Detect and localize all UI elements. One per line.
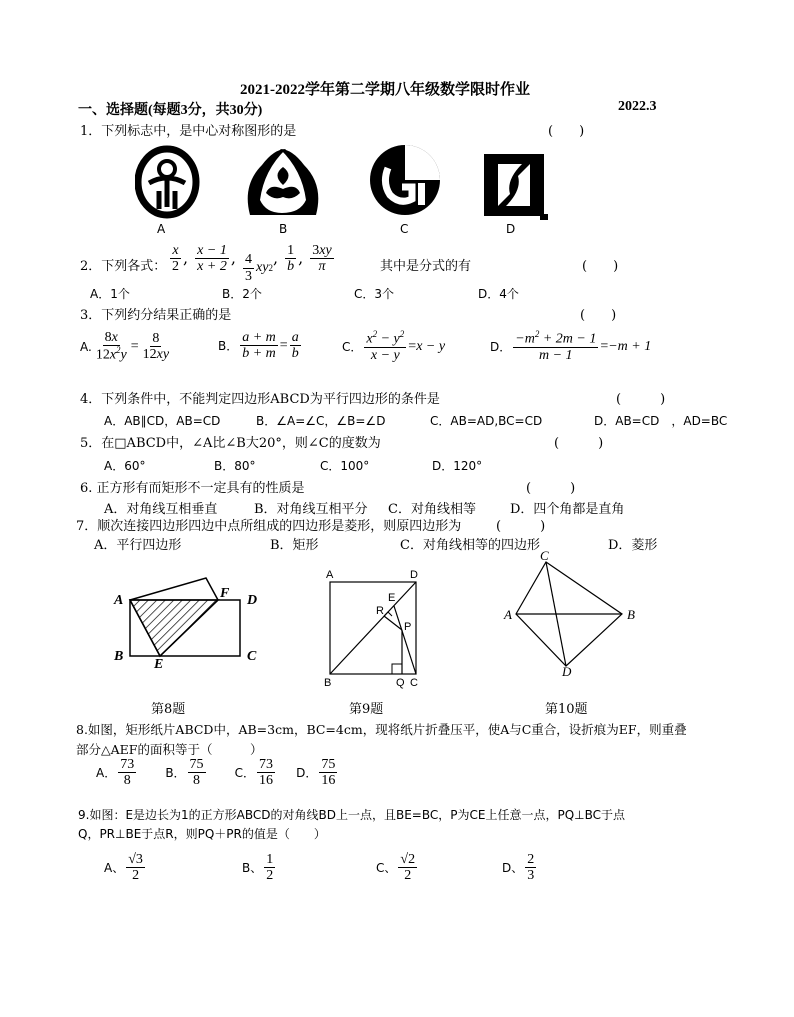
logo-b-label: B	[279, 222, 288, 236]
q8-line1: 8.如图，矩形纸片ABCD中，AB=3cm，BC=4cm，现将纸片折叠压平，使A与C重合，设折痕为EF，则重叠	[76, 722, 687, 737]
svg-text:A: A	[326, 569, 334, 581]
svg-text:E: E	[388, 592, 396, 604]
figure-9-diagram	[322, 568, 432, 690]
q4-paren: ( )	[616, 392, 666, 407]
q3-option-a: A. $\frac{8x}{12x^2y}$ = $\frac{8}{12xy}$	[80, 330, 170, 364]
q2-option-c: C．3个	[354, 287, 395, 301]
q9-option-b: B、 $\frac{1}{2}$	[242, 852, 274, 884]
q2-paren: ( )	[582, 259, 619, 274]
q8-line2: 部分△AEF的面积等于（ ）	[76, 742, 263, 757]
q7-option-b: B．矩形	[270, 538, 319, 553]
q9-line2: Q，PR⊥BE于点R，则PQ＋PR的值是（ ）	[78, 827, 326, 841]
q6-option-d: D．四个角都是直角	[510, 502, 625, 517]
q5-option-b: B．80°	[214, 459, 256, 473]
q9-option-c: C、 $\frac{√2}{2}$	[376, 852, 416, 884]
q1-text: 1．下列标志中，是中心对称图形的是	[80, 124, 297, 139]
q8-options: A． $\frac{73}{8}$ B． $\frac{75}{8}$ C． $\frac{73}{16}$ D． $\frac{75}{16}$	[96, 757, 336, 789]
svg-text:D: D	[562, 664, 572, 676]
q6-paren: ( )	[526, 481, 576, 496]
svg-text:C: C	[540, 548, 549, 563]
logo-a-icon	[135, 145, 200, 220]
q3-option-c: C． $\frac{x^2 - y^2}{x - y}$ = x − y	[342, 329, 446, 364]
q6-option-b: B．对角线互相平分	[254, 502, 368, 517]
logo-a-label: A	[157, 222, 166, 236]
q3-paren: ( )	[580, 308, 617, 323]
q9-option-a: A、 $\frac{√3}{2}$	[104, 852, 143, 884]
q6-text: 6. 正方形有而矩形不一定具有的性质是	[80, 481, 305, 496]
svg-text:F: F	[220, 586, 230, 601]
date-label: 2022.3	[618, 99, 657, 114]
logo-c-label: C	[400, 222, 409, 236]
q4-option-d: D．AB=CD ，AD=BC	[594, 414, 728, 428]
q7-option-d: D．菱形	[608, 538, 658, 553]
q2-prefix: 2．下列各式：	[80, 259, 167, 274]
q2-expressions: $\frac{x}{2}$ , $\frac{x - 1}{x + 2}$ , $\frac{4}{3}$ xy 2 , $\frac{1}{b}$ , $\frac{3xy}{\pi}$	[172, 243, 332, 284]
q5-option-c: C．100°	[320, 459, 370, 473]
q3-option-d: D． $\frac{-m^2 + 2m - 1}{m - 1}$ = −m + 1	[490, 329, 652, 364]
q4-option-a: A．AB∥CD，AB=CD	[104, 414, 221, 428]
figure-10-caption: 第10题	[545, 702, 588, 717]
svg-text:R: R	[376, 605, 384, 617]
q6-option-c: C．对角线相等	[388, 502, 476, 517]
q7-option-c: C．对角线相等的四边形	[400, 538, 540, 553]
q2-option-b: B．2个	[222, 287, 262, 301]
q2-option-a: A．1个	[90, 287, 130, 301]
svg-text:B: B	[627, 607, 635, 622]
q2-suffix: 其中是分式的有	[380, 259, 472, 274]
svg-text:B: B	[324, 677, 332, 689]
q4-option-c: C．AB=AD,BC=CD	[430, 414, 543, 428]
logo-d-icon	[482, 150, 550, 222]
q4-option-b: B．∠A=∠C，∠B=∠D	[256, 414, 386, 428]
q7-text: 7．顺次连接四边形四边中点所组成的四边形是菱形，则原四边形为	[76, 519, 462, 534]
logo-c-icon	[368, 143, 443, 218]
q7-option-a: A．平行四边形	[94, 538, 182, 553]
svg-text:C: C	[410, 677, 418, 689]
logo-d-label: D	[506, 222, 516, 236]
svg-text:B: B	[114, 649, 124, 664]
q5-option-d: D．120°	[432, 459, 483, 473]
figure-10-diagram	[500, 548, 645, 676]
q5-text: 5．在□ABCD中，∠A比∠B大20°，则∠C的度数为	[80, 436, 381, 451]
svg-text:Q: Q	[396, 677, 405, 689]
q2-option-d: D．4个	[478, 287, 519, 301]
svg-text:C: C	[247, 649, 257, 664]
q1-paren: ( )	[548, 124, 585, 139]
figure-8-diagram	[110, 570, 270, 670]
svg-text:E: E	[154, 657, 164, 670]
q5-paren: ( )	[554, 436, 604, 451]
q3-option-b: B． $\frac{a + m}{b + m}$ = $\frac{a}{b}$	[218, 330, 299, 362]
q7-paren: ( )	[496, 519, 546, 534]
page-title: 2021-2022学年第二学期八年级数学限时作业	[240, 82, 530, 98]
svg-text:A: A	[114, 593, 124, 608]
svg-text:P: P	[404, 621, 412, 633]
logo-b-icon	[244, 145, 322, 217]
svg-text:A: A	[504, 607, 512, 622]
figure-8-caption: 第8题	[151, 702, 186, 717]
q3-text: 3．下列约分结果正确的是	[80, 308, 232, 323]
q6-option-a: A．对角线互相垂直	[104, 502, 218, 517]
q4-text: 4．下列条件中，不能判定四边形ABCD为平行四边形的条件是	[80, 392, 440, 407]
figure-9-caption: 第9题	[349, 702, 384, 717]
q9-line1: 9.如图：E是边长为1的正方形ABCD的对角线BD上一点，且BE=BC，P为CE上任意一点，PQ⊥BC于点	[78, 808, 625, 822]
section-header: 一、选择题(每题3分，共30分)	[78, 103, 263, 118]
svg-text:D: D	[247, 593, 258, 608]
svg-text:D: D	[410, 569, 418, 581]
q5-option-a: A．60°	[104, 459, 146, 473]
q9-option-d: D、 $\frac{2}{3}$	[502, 852, 535, 884]
